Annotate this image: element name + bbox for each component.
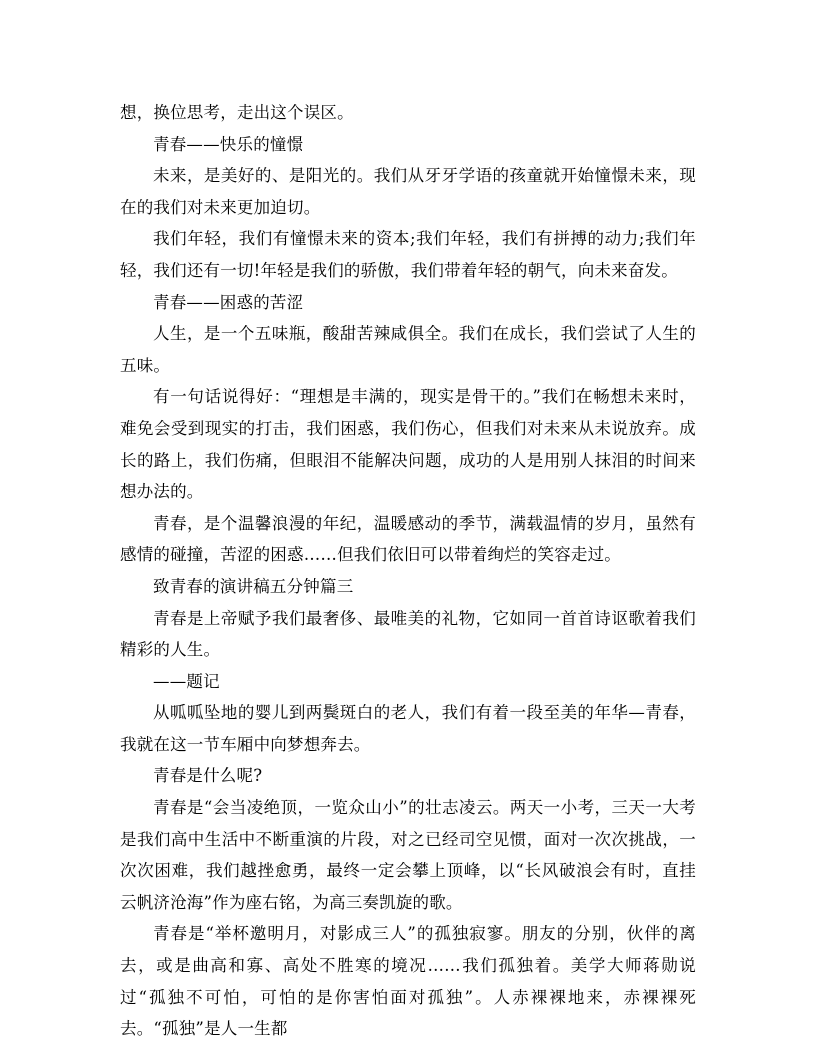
section-heading-joyful-longing: 青春——快乐的憧憬 <box>153 134 304 154</box>
paragraph: 我们年轻，我们有憧憬未来的资本;我们年轻，我们有拼搏的动力;我们年轻，我们还有一切!年轻是我们的骄傲，我们带着年轻的朝气，向未来奋发。 <box>120 229 696 280</box>
paragraph: 从呱呱坠地的婴儿到两鬓斑白的老人，我们有着一段至美的年华—青春，我就在这一节车厢中向梦想奔去。 <box>120 703 696 754</box>
paragraph: 青春是上帝赋予我们最奢侈、最唯美的礼物，它如同一首首诗讴歌着我们精彩的人生。 <box>120 608 696 660</box>
paragraph: 有一句话说得好：“理想是丰满的，现实是骨干的。”我们在畅想未来时，难免会受到现实的打击，我们困惑，我们伤心，但我们对未来从未说放弃。成长的路上，我们伤痛，但眼泪不能解决问题，成功的人是用别人抹泪的时间来想办法的。 <box>120 387 696 502</box>
paragraph-continuation: 想，换位思考，走出这个误区。 <box>120 103 354 122</box>
paragraph: 未来，是美好的、是阳光的。我们从牙牙学语的孩童就开始憧憬未来，现在的我们对未来更加迫切。 <box>120 166 696 217</box>
section-heading-confused-bitterness: 青春——困惑的苦涩 <box>153 292 304 312</box>
document-body <box>120 97 696 1045</box>
article-title-part-three: 致青春的演讲稿五分钟篇三 <box>153 576 354 596</box>
epigraph-label: ——题记 <box>153 671 220 691</box>
paragraph: 青春是“举杯邀明月，对影成三人”的孤独寂寥。朋友的分别，伙伴的离去，或是曲高和寡、高处不胜寒的境况……我们孤独着。美学大师蒋勋说过“孤独不可怕，可怕的是你害怕面对孤独”。人赤裸裸地来，赤裸裸死去。“孤独”是人一生都 <box>120 924 696 1039</box>
paragraph: 青春是“会当凌绝顶，一览众山小”的壮志凌云。两天一小考，三天一大考是我们高中生活中不断重演的片段，对之已经司空见惯，面对一次次挑战，一次次困难，我们越挫愈勇，最终一定会攀上顶峰，以“长风破浪会有时，直挂云帆济沧海”作为座右铭，为高三奏凯旋的歌。 <box>120 798 696 912</box>
paragraph: 人生，是一个五味瓶，酸甜苦辣咸俱全。我们在成长，我们尝试了人生的五味。 <box>120 324 696 375</box>
paragraph: 青春，是个温馨浪漫的年纪，温暖感动的季节，满载温情的岁月，虽然有感情的碰撞，苦涩的困惑……但我们依旧可以带着绚烂的笑容走过。 <box>120 513 696 565</box>
paragraph-question: 青春是什么呢? <box>153 766 263 786</box>
